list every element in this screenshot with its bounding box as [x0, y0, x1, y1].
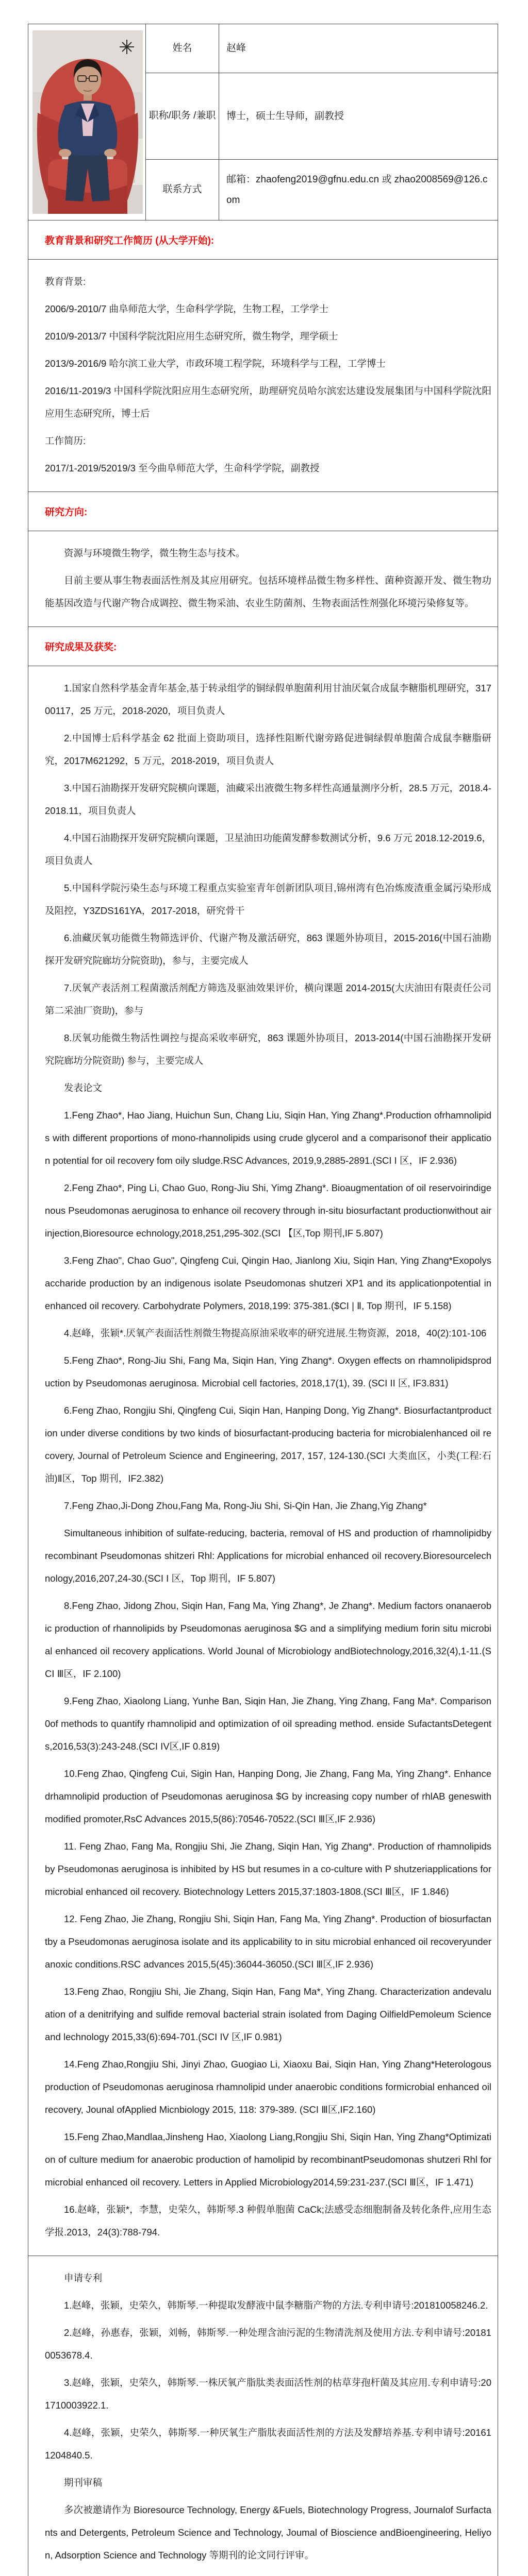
field-label-contact: 联系方式 [146, 159, 219, 220]
paragraph: 2.中国博士后科学基金 62 批面上资助项目，选择性阻断代谢旁路促进铜绿假单胞菌合成鼠李糖脂研究，2017M621292，5 万元，2018-2019，项目负责人 [45, 733, 491, 766]
profile-table [28, 24, 498, 220]
paragraph: 13.Feng Zhao, Rongjiu Shi, Jie Zhang, Siqin Han, Fang Ma*, Ying Zhang. Characterization andevaluation of a denitrifying and sulfide removal bacterial strain isolated from Daging OilfieldPemoleum Science and lechnology 2015,33(6):694-701.(SCI IV 区,IF 0.981) [45, 1986, 491, 2042]
paragraph: 2017/1-2019/52019/3 至今曲阜师范大学，生命科学学院，副教授 [45, 463, 320, 473]
paragraph: 2016/11-2019/3 中国科学院沈阳应用生态研究所，助理研究员哈尔滨宏达建设发展集团与中国科学院沈阳应用生态研究所，博士后 [45, 385, 491, 419]
paragraph: 4.赵峰，张颖*.厌氧产表面活性剂微生物提高原油采收率的研究进展.生物资源，2018，40(2):101-106 [64, 1328, 487, 1338]
paragraph: 1.Feng Zhao*, Hao Jiang, Huichun Sun, Chang Liu, Siqin Han, Ying Zhang*.Production ofrhamnolipids with different proportions of mono-rhannolipids using crude glycerol and a comparisonof their application potential for oil recovery fom oily sludge.RSC Advances, 2019,9,2885-2891.(SCI I 区，IF 2.936) [45, 1110, 491, 1166]
paragraph: 2006/9-2010/7 曲阜师范大学，生命科学学院，生物工程，工学学士 [45, 303, 328, 314]
field-value-contact: 邮箱：zhaofeng2019@gfnu.edu.cn 或 zhao2008569@126.com [219, 159, 498, 220]
field-value-name: 赵峰 [226, 43, 246, 54]
paragraph: 多次被邀请作为 Bioresource Technology, Energy &Fuels, Biotechnology Progress, Journalof Surfactants and Detergents, Petroleum Science and Technology, Joumal of Bioscience andBioengineering, Heliyon, Adsorption Science and Technology 等期刊的论文同行评审。 [45, 2504, 491, 2561]
paragraph: 7.厌氧产表活剂工程菌激活剂配方筛选及驱油效果评价，横向课题 2014-2015(大庆油田有限责任公司第二采油厂资助)，参与 [45, 982, 491, 1016]
paragraph: 4.赵峰，张颖，史荣久，韩斯琴.一种厌氧生产脂肽表面活性剂的方法及发酵培养基.专利申请号:201611204840.5. [45, 2427, 491, 2461]
paragraph: 11. Feng Zhao, Fang Ma, Rongjiu Shi, Jie Zhang, Siqin Han, Yig Zhang*. Production of rhamnolipidsby Pseudomonas aeruginosa is inhibited by HS but resumes in a co-culture with P shutzeriapplications for microbial enhanced oil recovery. Biotechnology Letters 2015,37:1803-1808.(SCI Ⅲ区，IF 1.846) [45, 1841, 491, 1897]
paragraph: 3.赵峰，张颖，史荣久，韩斯琴.一株厌氧产脂肽类表面活性剂的枯草芽孢杆菌及其应用.专利申请号:201710003922.1. [45, 2377, 491, 2411]
paragraph: 资源与环境微生物学，微生物生态与技术。 [64, 548, 245, 558]
paragraph: 1.国家自然科学基金青年基金,基于转录组学的铜绿假单胞菌利用甘油厌氣合成鼠李糖脂机理研究，31700117，25 万元，2018-2020，项目负责人 [45, 683, 491, 716]
paragraph: 申请专利 [64, 2273, 103, 2283]
paragraph: 8.Feng Zhao, Jidong Zhou, Siqin Han, Fang Ma, Ying Zhang*, Je Zhang*. Medium factors onanaerobic production of rhannolipids by Pseudomonas aeruginosa $G and a simplifying medium forin situ microbial enhanced oil recovery applications. World Jounal of Microbiology andBiotechnology,2016,32(4),1-11.(SCI Ⅲ区，IF 2.100) [45, 1600, 491, 1679]
field-value-title: 博士，硕士生导师，副教授 [219, 73, 498, 159]
section-header: 教育背景和研究工作简历 (从大学开始): [28, 220, 498, 259]
paragraph: 4.中国石油勘探开发研究院横向课题，卫星油田功能菌发酵参数测试分析，9.6 万元 2018.12-2019.6，项目负责人 [45, 833, 491, 866]
paragraph: 发表论文 [64, 1082, 103, 1093]
paragraph: 3.Feng Zhao", Chao Guo", Qingfeng Cui, Qingin Hao, Jianlong Xiu, Siqin Han, Ying Zhang*Exopolysaccharide production by an indigenous isolate Pseudomonas shutzeri XP1 and its applicationpotential in enhanced oil recovery. Carbohydrate Polymers, 2018,199: 375-381.($CI | Ⅱ, Top 期刊，IF 5.158) [45, 1255, 491, 1311]
paragraph: 8.厌氧功能微生物活性调控与提高采收率研究，863 课题外协项目，2013-2014(中国石油勘探开发研究院廊坊分院资助) 参与，主要完成人 [45, 1032, 491, 1066]
field-label-title: 职称/职务 /兼职 [146, 73, 219, 159]
paragraph: 教育背景: [45, 276, 86, 287]
paragraph: 10.Feng Zhao, Qingfeng Cui, Sigin Han, Hanping Dong, Jie Zhang, Fang Ma, Ying Zhang*. Enhancedrhamnolipid production of Pseudomonas aeruginosa $G by increasing copy number of rhlAB geneswith modified promoter,RsC Advances 2015,5(86):70546-70522.(SCI Ⅲ区,IF 2.936) [45, 1768, 491, 1824]
paragraph: 工作简历: [45, 435, 86, 446]
paragraph: 期刊审稿 [64, 2477, 103, 2488]
paragraph: 5.Feng Zhao*, Rong-Jiu Shi, Fang Ma, Siqin Han, Ying Zhang*. Oxygen effects on rhamnolipidsproduction by Pseudomonas aeruginosa. Microbial cell factories, 2018,17(1), 39. (SCI II 区, IF3.831) [45, 1355, 491, 1388]
section-body [28, 531, 498, 626]
paragraph: 1.赵峰，张颖，史荣久，韩斯琴.一种提取发酵液中鼠李糖脂产物的方法.专利申请号:201810058246.2. [64, 2300, 488, 2311]
paragraph: 3.中国石油勘探开发研究院横向课题，油藏采出液微生物多样性高通量测序分析，28.5 万元，2018.4-2018.11，项目负责人 [45, 783, 491, 816]
paragraph: 16.赵峰，张颖*，李慧，史荣久，韩斯琴.3 种假单胞菌 CaCk;法感受态细胞制备及转化条件,应用生态学报.2013，24(3):788-794. [45, 2204, 491, 2238]
paragraph: 14.Feng Zhao,Rongjiu Shi, Jinyi Zhao, Guogiao Li, Xiaoxu Bai, Siqin Han, Ying Zhang*Heterologous production of Pseudomonas aeruginosa rhamnolipid under anaerobic conditions formicrobial enhanced oil recovery, Jounal ofApplied Micnbiology 2015, 118: 379-389. (SCI Ⅲ区,IF2.160) [45, 2059, 491, 2115]
paragraph: 2.赵峰，孙惠春，张颖，刘畅，韩斯琴.一种处理含油污泥的生物清洗剂及使用方法.专利申请号:201810053678.4. [45, 2327, 491, 2361]
section-body [28, 2256, 498, 2576]
section-header: 研究成果及获奖: [28, 626, 498, 666]
cv-document [28, 24, 498, 2576]
paragraph: 5.中国科学院污染生态与环境工程重点实验室青年创新团队项目,锦州湾有色冶炼废渣重金属污染形成及阻控，Y3ZDS161YA，2017-2018，研究骨干 [45, 883, 491, 916]
paragraph: 12. Feng Zhao, Jie Zhang, Rongjiu Shi, Siqin Han, Fang Ma, Ying Zhang*. Production of biosurfactantby a Pseudomonas aeruginosa isolate and its applicability to in situ microbial enhanced oil recoveryunder anoxic conditions.RSC advances 2015,5(45):36044-36050.(SCI Ⅲ区,IF 2.936) [45, 1913, 491, 1970]
field-label-name: 姓名 [146, 24, 219, 73]
portrait-photo-illustration [32, 30, 143, 214]
paragraph: 目前主要从事生物表面活性剂及其应用研究。包括环境样品微生物多样性、菌种资源开发、微生物功能基因改造与代谢产物合成调控、微生物采油、农业生防菌剂、生物表面活性剂强化环境污染修复等。 [45, 575, 491, 608]
sections [28, 220, 498, 2576]
paragraph: 15.Feng Zhao,Mandlaa,Jinsheng Hao, Xiaolong Liang,Rongjiu Shi, Siqin Han, Ying Zhang*Optimization of culture medium for anaerobic production of hamolipid by recombinantPseudomonas shutzeri Rhl for microbial enhanced oil recovery. Letters in Applied Microbiology2014,59:231-237.(SCI Ⅲ区，IF 1.471) [45, 2131, 491, 2188]
paragraph: 2.Feng Zhao*, Ping Li, Chao Guo, Rong-Jiu Shi, Yimg Zhang*. Bioaugmentation of oil reservoirindigenous Pseudomonas aeruginosa to enhance oil recovery through in-situ biosurfactant productionwithout air injection,Bioresource echnology,2018,251,295-302.(SCI 【区,Top 期刊,IF 5.807) [45, 1182, 491, 1239]
profile-photo [28, 24, 146, 220]
paragraph: 7.Feng Zhao,Ji-Dong Zhou,Fang Ma, Rong-Jiu Shi, Si-Qin Han, Jie Zhang,Yig Zhang* [64, 1500, 427, 1511]
section-body [28, 259, 498, 492]
paragraph: 9.Feng Zhao, Xiaolong Liang, Yunhe Ban, Siqin Han, Jie Zhang, Ying Zhang, Fang Ma*. Comparison0of methods to quantify rhamnolipid and optimization of oil spreading method. enside SufactantsDetegents,2016,53(3):243-248.(SCI IV区,IF 0.819) [45, 1696, 491, 1752]
section-body [28, 666, 498, 2256]
paragraph: 2013/9-2016/9 哈尔滨工业大学，市政环境工程学院，环境科学与工程，工学博士 [45, 358, 386, 369]
section-header: 研究方向: [28, 492, 498, 531]
paragraph: 2010/9-2013/7 中国科学院沈阳应用生态研究所，微生物学，理学硕士 [45, 331, 338, 342]
paragraph: Simultaneous inhibition of sulfate-reducing, bacteria, removal of HS and production of rhamnolipidby recombinant Pseudomonas shitzeri Rhl: Applications for microbial enhanced oil recovery.Bioresourcelechnology,2016,207,24-30.(SCI I 区，Top 期刊，IF 5.807) [45, 1528, 491, 1584]
paragraph: 6.Feng Zhao, Rongjiu Shi, Qingfeng Cui, Siqin Han, Hanping Dong, Yig Zhang*. Biosurfactantproduction under diverse conditions by two kinds of biosurfactant-producing bacteria for microbialenhanced oil recovery, Journal of Petroleum Science and Engineering, 2017, 157, 124-130.(SCI 大类血区，小类(工程:石油)Ⅱ区，Top 期刊，IF2.382) [45, 1405, 491, 1484]
paragraph: 6.油藏厌氧功能微生物筛选评价、代谢产物及激活研究，863 课题外协项目，2015-2016(中国石油勘探开发研究院廊坊分院资助)，参与，主要完成人 [45, 933, 491, 966]
